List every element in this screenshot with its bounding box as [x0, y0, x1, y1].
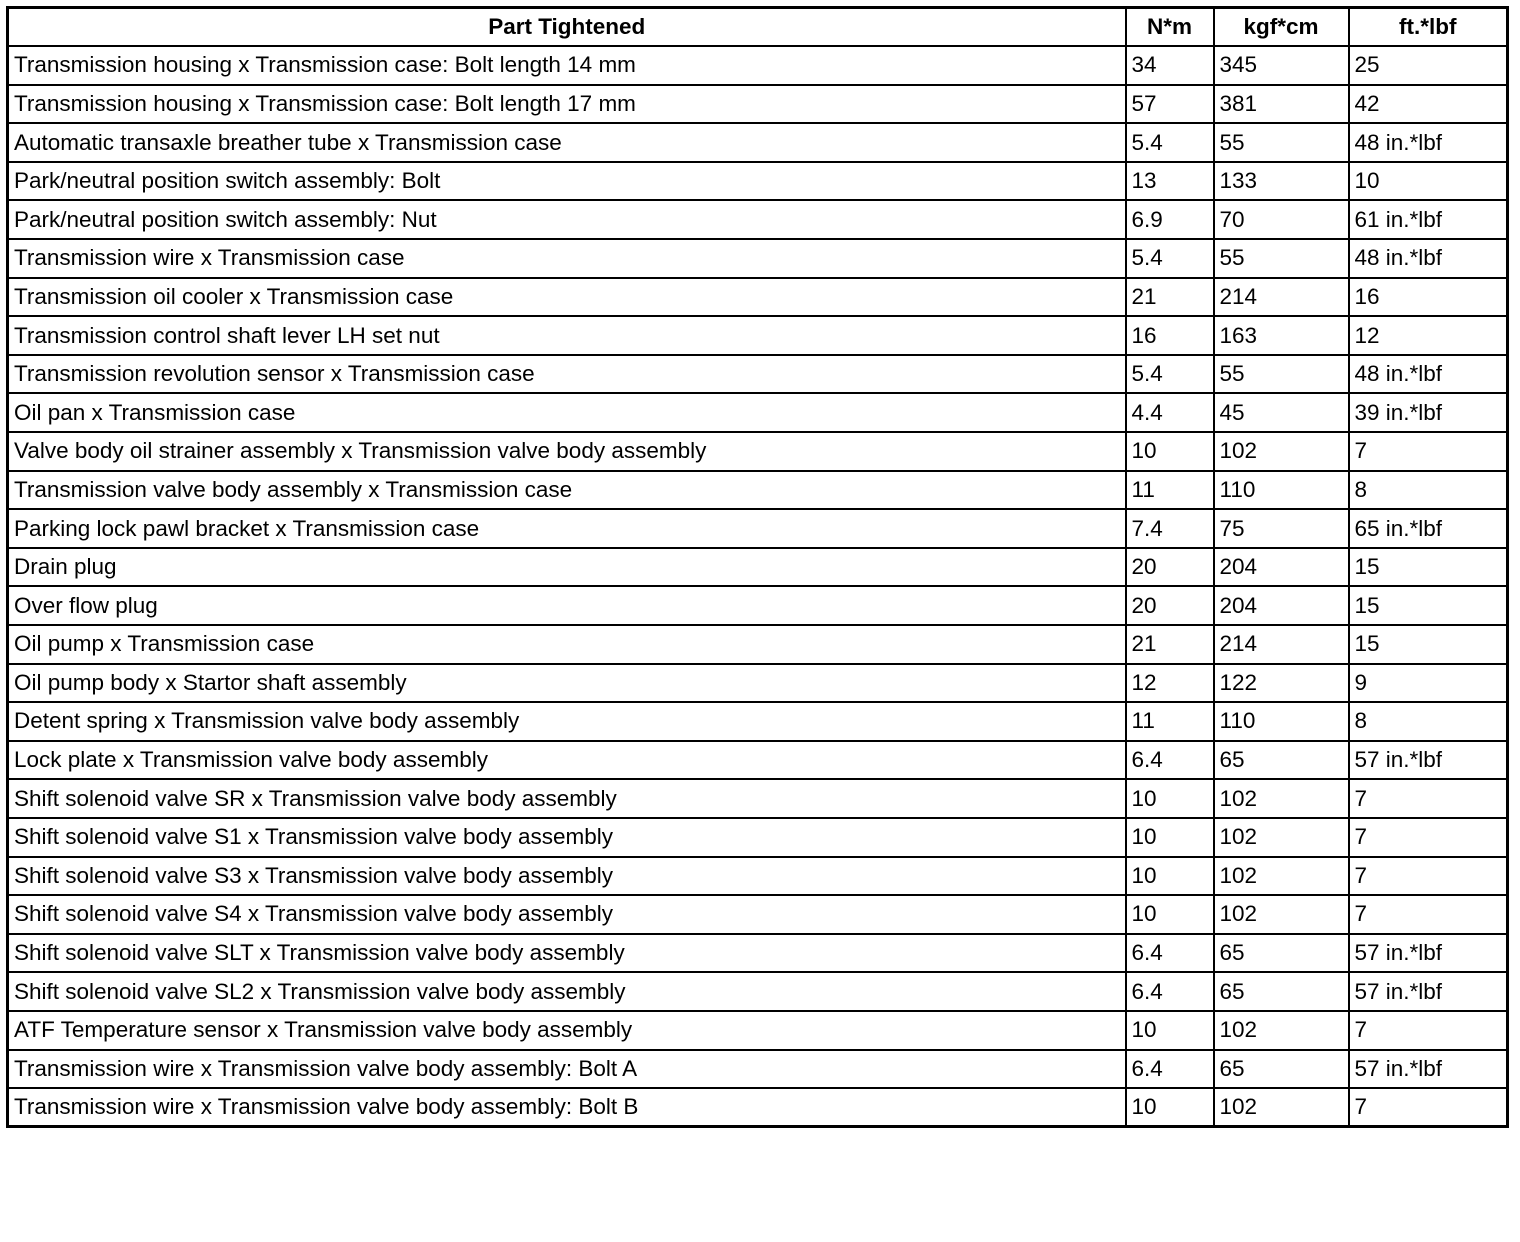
cell-part: Transmission wire x Transmission case — [8, 239, 1126, 278]
cell-kgf-cm: 102 — [1214, 432, 1349, 471]
table-row — [8, 934, 1508, 973]
cell-part: Transmission housing x Transmission case: Bolt length 14 mm — [8, 46, 1126, 85]
cell-part: Transmission wire x Transmission valve body assembly: Bolt A — [8, 1050, 1126, 1089]
table-row — [8, 741, 1508, 780]
cell-ft-lbf: 39 in.*lbf — [1349, 393, 1508, 432]
cell-part: Transmission valve body assembly x Transmission case — [8, 471, 1126, 510]
cell-part: Park/neutral position switch assembly: Bolt — [8, 162, 1126, 201]
cell-part: Transmission revolution sensor x Transmission case — [8, 355, 1126, 394]
table-row — [8, 818, 1508, 857]
cell-kgf-cm: 65 — [1214, 934, 1349, 973]
cell-newton-meter: 21 — [1126, 278, 1214, 317]
cell-kgf-cm: 65 — [1214, 972, 1349, 1011]
cell-ft-lbf: 57 in.*lbf — [1349, 972, 1508, 1011]
cell-ft-lbf: 15 — [1349, 586, 1508, 625]
cell-kgf-cm: 102 — [1214, 857, 1349, 896]
cell-ft-lbf: 7 — [1349, 1088, 1508, 1127]
cell-ft-lbf: 48 in.*lbf — [1349, 239, 1508, 278]
cell-part: Automatic transaxle breather tube x Transmission case — [8, 123, 1126, 162]
table-body — [8, 46, 1508, 1127]
cell-newton-meter: 5.4 — [1126, 355, 1214, 394]
table-row — [8, 355, 1508, 394]
cell-newton-meter: 10 — [1126, 857, 1214, 896]
table-row — [8, 509, 1508, 548]
cell-ft-lbf: 15 — [1349, 625, 1508, 664]
cell-newton-meter: 5.4 — [1126, 239, 1214, 278]
cell-kgf-cm: 75 — [1214, 509, 1349, 548]
cell-ft-lbf: 57 in.*lbf — [1349, 741, 1508, 780]
table-row — [8, 702, 1508, 741]
table-row — [8, 972, 1508, 1011]
cell-newton-meter: 6.4 — [1126, 934, 1214, 973]
table-row — [8, 200, 1508, 239]
table-row — [8, 548, 1508, 587]
cell-kgf-cm: 45 — [1214, 393, 1349, 432]
table-row — [8, 1011, 1508, 1050]
cell-newton-meter: 6.4 — [1126, 972, 1214, 1011]
cell-kgf-cm: 102 — [1214, 818, 1349, 857]
cell-part: Shift solenoid valve S4 x Transmission valve body assembly — [8, 895, 1126, 934]
cell-part: Drain plug — [8, 548, 1126, 587]
cell-kgf-cm: 102 — [1214, 895, 1349, 934]
cell-kgf-cm: 214 — [1214, 625, 1349, 664]
cell-newton-meter: 4.4 — [1126, 393, 1214, 432]
cell-newton-meter: 13 — [1126, 162, 1214, 201]
cell-part: Transmission oil cooler x Transmission case — [8, 278, 1126, 317]
table-row — [8, 895, 1508, 934]
cell-kgf-cm: 122 — [1214, 664, 1349, 703]
cell-kgf-cm: 204 — [1214, 586, 1349, 625]
cell-part: Transmission control shaft lever LH set nut — [8, 316, 1126, 355]
cell-kgf-cm: 70 — [1214, 200, 1349, 239]
cell-ft-lbf: 48 in.*lbf — [1349, 355, 1508, 394]
table-row — [8, 857, 1508, 896]
cell-kgf-cm: 55 — [1214, 239, 1349, 278]
header-ft-lbf: ft.*lbf — [1349, 8, 1508, 47]
table-row — [8, 432, 1508, 471]
cell-kgf-cm: 204 — [1214, 548, 1349, 587]
cell-part: Over flow plug — [8, 586, 1126, 625]
cell-ft-lbf: 7 — [1349, 432, 1508, 471]
table-row — [8, 1050, 1508, 1089]
table-row — [8, 123, 1508, 162]
table-row — [8, 1088, 1508, 1127]
cell-part: Parking lock pawl bracket x Transmission case — [8, 509, 1126, 548]
cell-newton-meter: 11 — [1126, 702, 1214, 741]
cell-part: Transmission housing x Transmission case: Bolt length 17 mm — [8, 85, 1126, 124]
cell-newton-meter: 34 — [1126, 46, 1214, 85]
cell-kgf-cm: 55 — [1214, 355, 1349, 394]
table-row — [8, 779, 1508, 818]
cell-ft-lbf: 7 — [1349, 857, 1508, 896]
cell-part: Oil pump x Transmission case — [8, 625, 1126, 664]
cell-newton-meter: 10 — [1126, 1088, 1214, 1127]
cell-kgf-cm: 214 — [1214, 278, 1349, 317]
cell-kgf-cm: 55 — [1214, 123, 1349, 162]
cell-ft-lbf: 8 — [1349, 702, 1508, 741]
table-row — [8, 85, 1508, 124]
cell-newton-meter: 10 — [1126, 432, 1214, 471]
cell-ft-lbf: 16 — [1349, 278, 1508, 317]
cell-part: Oil pan x Transmission case — [8, 393, 1126, 432]
table-row — [8, 278, 1508, 317]
cell-ft-lbf: 15 — [1349, 548, 1508, 587]
cell-ft-lbf: 65 in.*lbf — [1349, 509, 1508, 548]
cell-kgf-cm: 110 — [1214, 471, 1349, 510]
cell-kgf-cm: 163 — [1214, 316, 1349, 355]
cell-part: Oil pump body x Startor shaft assembly — [8, 664, 1126, 703]
table-row — [8, 625, 1508, 664]
cell-kgf-cm: 102 — [1214, 1011, 1349, 1050]
cell-part: Shift solenoid valve S1 x Transmission valve body assembly — [8, 818, 1126, 857]
table-row — [8, 586, 1508, 625]
cell-kgf-cm: 381 — [1214, 85, 1349, 124]
header-kgf-cm: kgf*cm — [1214, 8, 1349, 47]
table-row — [8, 239, 1508, 278]
cell-newton-meter: 10 — [1126, 779, 1214, 818]
table-row — [8, 316, 1508, 355]
cell-ft-lbf: 7 — [1349, 779, 1508, 818]
header-newton-meter: N*m — [1126, 8, 1214, 47]
cell-ft-lbf: 8 — [1349, 471, 1508, 510]
cell-kgf-cm: 345 — [1214, 46, 1349, 85]
table-row — [8, 664, 1508, 703]
cell-newton-meter: 20 — [1126, 586, 1214, 625]
cell-ft-lbf: 48 in.*lbf — [1349, 123, 1508, 162]
cell-ft-lbf: 7 — [1349, 895, 1508, 934]
table-row — [8, 46, 1508, 85]
cell-kgf-cm: 65 — [1214, 1050, 1349, 1089]
cell-ft-lbf: 7 — [1349, 818, 1508, 857]
cell-newton-meter: 21 — [1126, 625, 1214, 664]
cell-kgf-cm: 102 — [1214, 1088, 1349, 1127]
cell-newton-meter: 57 — [1126, 85, 1214, 124]
header-part-tightened: Part Tightened — [8, 8, 1126, 47]
cell-part: Lock plate x Transmission valve body assembly — [8, 741, 1126, 780]
cell-part: Transmission wire x Transmission valve body assembly: Bolt B — [8, 1088, 1126, 1127]
cell-part: Shift solenoid valve S3 x Transmission valve body assembly — [8, 857, 1126, 896]
cell-ft-lbf: 25 — [1349, 46, 1508, 85]
table-row — [8, 393, 1508, 432]
cell-newton-meter: 16 — [1126, 316, 1214, 355]
cell-newton-meter: 6.4 — [1126, 741, 1214, 780]
cell-kgf-cm: 133 — [1214, 162, 1349, 201]
table-row — [8, 471, 1508, 510]
cell-newton-meter: 10 — [1126, 1011, 1214, 1050]
cell-part: ATF Temperature sensor x Transmission valve body assembly — [8, 1011, 1126, 1050]
table-row — [8, 162, 1508, 201]
cell-ft-lbf: 42 — [1349, 85, 1508, 124]
cell-newton-meter: 6.9 — [1126, 200, 1214, 239]
cell-part: Detent spring x Transmission valve body assembly — [8, 702, 1126, 741]
cell-part: Shift solenoid valve SL2 x Transmission valve body assembly — [8, 972, 1126, 1011]
cell-ft-lbf: 57 in.*lbf — [1349, 1050, 1508, 1089]
cell-ft-lbf: 10 — [1349, 162, 1508, 201]
cell-newton-meter: 12 — [1126, 664, 1214, 703]
cell-ft-lbf: 61 in.*lbf — [1349, 200, 1508, 239]
cell-kgf-cm: 65 — [1214, 741, 1349, 780]
cell-newton-meter: 7.4 — [1126, 509, 1214, 548]
cell-kgf-cm: 102 — [1214, 779, 1349, 818]
cell-newton-meter: 6.4 — [1126, 1050, 1214, 1089]
cell-part: Shift solenoid valve SLT x Transmission valve body assembly — [8, 934, 1126, 973]
cell-ft-lbf: 7 — [1349, 1011, 1508, 1050]
cell-kgf-cm: 110 — [1214, 702, 1349, 741]
cell-part: Park/neutral position switch assembly: Nut — [8, 200, 1126, 239]
torque-spec-table — [6, 6, 1509, 1128]
cell-newton-meter: 10 — [1126, 818, 1214, 857]
cell-newton-meter: 10 — [1126, 895, 1214, 934]
cell-newton-meter: 11 — [1126, 471, 1214, 510]
cell-newton-meter: 5.4 — [1126, 123, 1214, 162]
cell-part: Shift solenoid valve SR x Transmission valve body assembly — [8, 779, 1126, 818]
cell-ft-lbf: 57 in.*lbf — [1349, 934, 1508, 973]
cell-ft-lbf: 9 — [1349, 664, 1508, 703]
cell-newton-meter: 20 — [1126, 548, 1214, 587]
cell-part: Valve body oil strainer assembly x Transmission valve body assembly — [8, 432, 1126, 471]
header-row — [8, 8, 1508, 47]
table-header — [8, 8, 1508, 47]
cell-ft-lbf: 12 — [1349, 316, 1508, 355]
